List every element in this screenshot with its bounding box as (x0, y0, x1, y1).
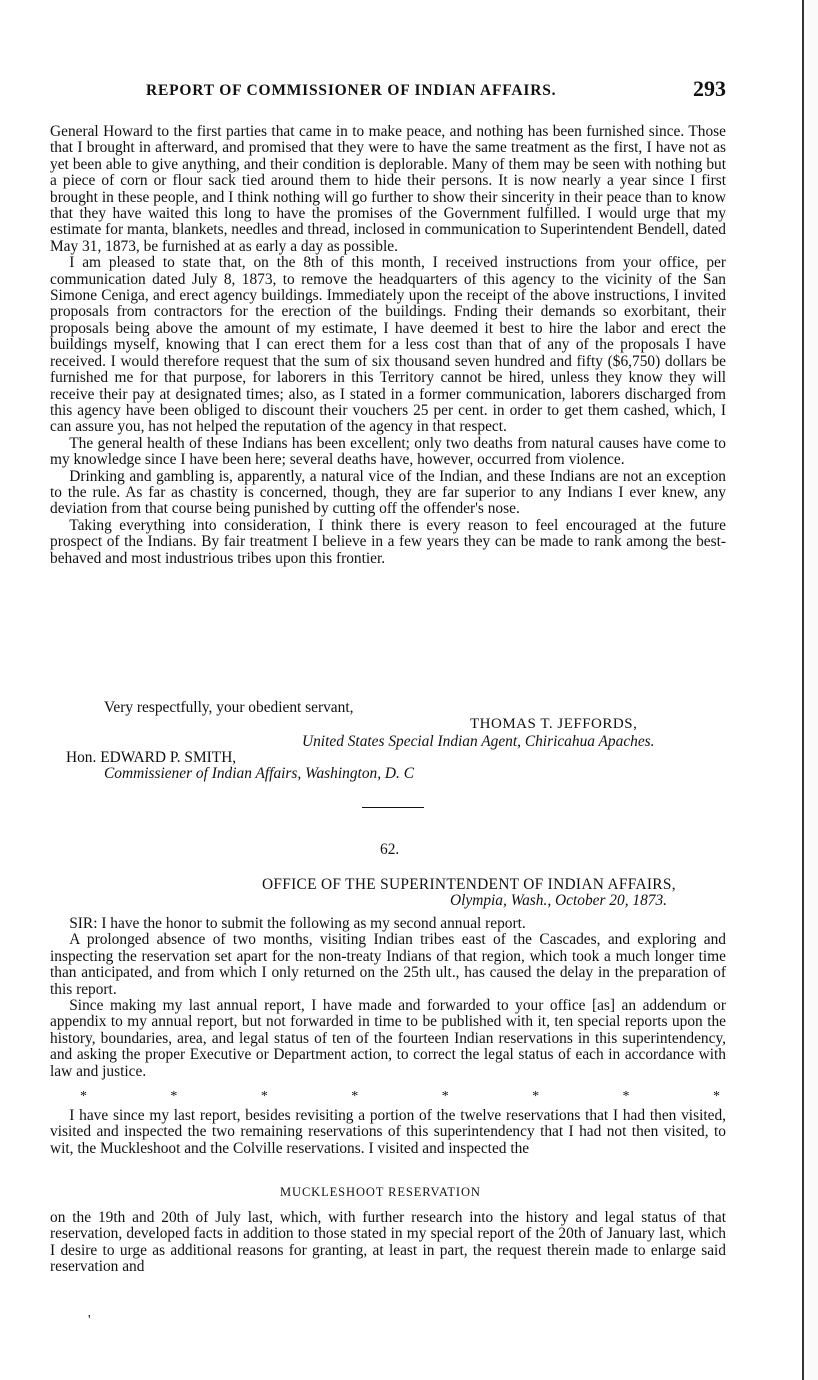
paragraph: A prolonged absence of two months, visiting Indian tribes east of the Cascades, and exploring and inspecting the reservation set apart for the non-treaty Indians of that region, which took a much longer time than anticipated, and from which I only returned on the 25th ult., has caused the delay in the preparation of this report. (50, 931, 726, 998)
report-body (50, 916, 726, 1080)
stray-mark: ' (88, 1313, 91, 1328)
addressee-title: Commissiener of Indian Affairs, Washington, D. C (104, 765, 414, 782)
paragraph: I am pleased to state that, on the 8th of this month, I received instructions from your office, per communication dated July 8, 1873, to remove the headquarters of this agency to the vicinity of the San Simone Ceniga, and erect agency buildings. Immediately upon the receipt of the above instructions, I invited proposals from contractors for the erection of the buildings. Fnding their demands so exorbitant, their proposals being above the amount of my estimate, I have deemed it best to hire the labor and erect the buildings myself, knowing that I can erect them for a less cost than that of any of the proposals I have received. I would therefore request that the sum of six thousand seven hundred and fifty ($6,750) dollars be furnished me for that purpose, for laborers in this Territory cannot be hired, unless they know they will receive their pay at designated times; also, as I stated in a former communication, laborers discharged from this agency have been obliged to discount their vouchers 25 per cent. in order to get them cashed, which, I can assure you, has not helped the reputation of the agency in that respect. (50, 254, 726, 436)
paragraph: I have since my last report, besides revisiting a portion of the twelve reservations that I had then visited, visited and inspected the two remaining reservations of this superintendency that I had not then visited, to wit, the Muckleshoot and the Colville reservations. I visited and inspected the (50, 1107, 726, 1157)
salutation: SIR: I have the honor to submit the following as my second annual report. (69, 915, 526, 932)
section-body (50, 1210, 726, 1276)
star: * (351, 1089, 359, 1104)
section-divider (362, 807, 424, 808)
star: * (532, 1089, 540, 1104)
closing-line: Very respectfully, your obedient servant, (104, 699, 354, 716)
star: * (441, 1089, 449, 1104)
paragraph: Since making my last annual report, I have made and forwarded to your office [as] an addendum or appendix to my annual report, but not forwarded in time to be published with it, ten special reports upon the history, boundaries, area, and legal status of ten of the fourteen Indian reservations in this superintendency, and asking the proper Executive or Department action, to correct the legal status of each in accordance with law and justice. (50, 997, 726, 1080)
report-body-continued (50, 1108, 726, 1157)
running-title: REPORT OF COMMISSIONER OF INDIAN AFFAIRS. (146, 82, 557, 99)
paragraph: on the 19th and 20th of July last, which, with further research into the history and legal status of that reservation, developed facts in addition to those stated in my special report of the 20th of January last, which I desire to urge as additional reasons for granting, at least in part, the request therein made to enlarge said reservation and (50, 1209, 726, 1276)
office-heading: OFFICE OF THE SUPERINTENDENT OF INDIAN AFFAIRS, (262, 876, 676, 893)
ellipsis-stars (80, 1089, 720, 1105)
signer-name: THOMAS T. JEFFORDS, (470, 716, 638, 732)
star: * (260, 1089, 268, 1104)
addressee: Hon. EDWARD P. SMITH, (66, 749, 237, 766)
running-header (146, 76, 726, 108)
letter-body (50, 124, 726, 567)
star: * (170, 1089, 178, 1104)
section-heading: MUCKLESHOOT RESERVATION (280, 1185, 481, 1199)
document-number: 62. (380, 841, 400, 858)
paragraph: General Howard to the first parties that came in to make peace, and nothing has been furnished since. Those that I brought in afterward, and promised that they were to have the same treatment as the first, I have not as yet been able to give anything, and their condition is deplorable. Many of them may be seen with nothing but a piece of corn or flour sack tied around them to hide their persons. It is now nearly a year since I first brought in these people, and I think nothing will go further to show their sincerity in their peace than to know that they have waited this long to have the promises of the Government fulfilled. I would urge that my estimate for manta, blankets, needles and thread, inclosed in communication to Superintendent Bendell, dated May 31, 1873, be furnished at as early a day as possible. (50, 123, 726, 255)
page-edge (802, 0, 818, 1380)
paragraph: Drinking and gambling is, apparently, a natural vice of the Indian, and these Indians are not an exception to the rule. As far as chastity is concerned, though, they are far superior to any Indians I ever knew, any deviation from that course being punished by cutting off the offender's nose. (50, 467, 726, 518)
star: * (712, 1089, 720, 1104)
paragraph: Taking everything into consideration, I think there is every reason to feel encouraged at the future prospect of the Indians. By fair treatment I believe in a few years they can be made to rank among the best-behaved and most industrious tribes upon this frontier. (50, 516, 726, 567)
paragraph: The general health of these Indians has been excellent; only two deaths from natural causes have come to my knowledge since I have been here; several deaths have, however, occurred from violence. (50, 434, 726, 469)
signer-title: United States Special Indian Agent, Chiricahua Apaches. (302, 733, 655, 750)
place-date: Olympia, Wash., October 20, 1873. (450, 892, 668, 909)
page-number: 293 (693, 76, 726, 101)
star: * (622, 1089, 630, 1104)
star: * (80, 1089, 87, 1104)
